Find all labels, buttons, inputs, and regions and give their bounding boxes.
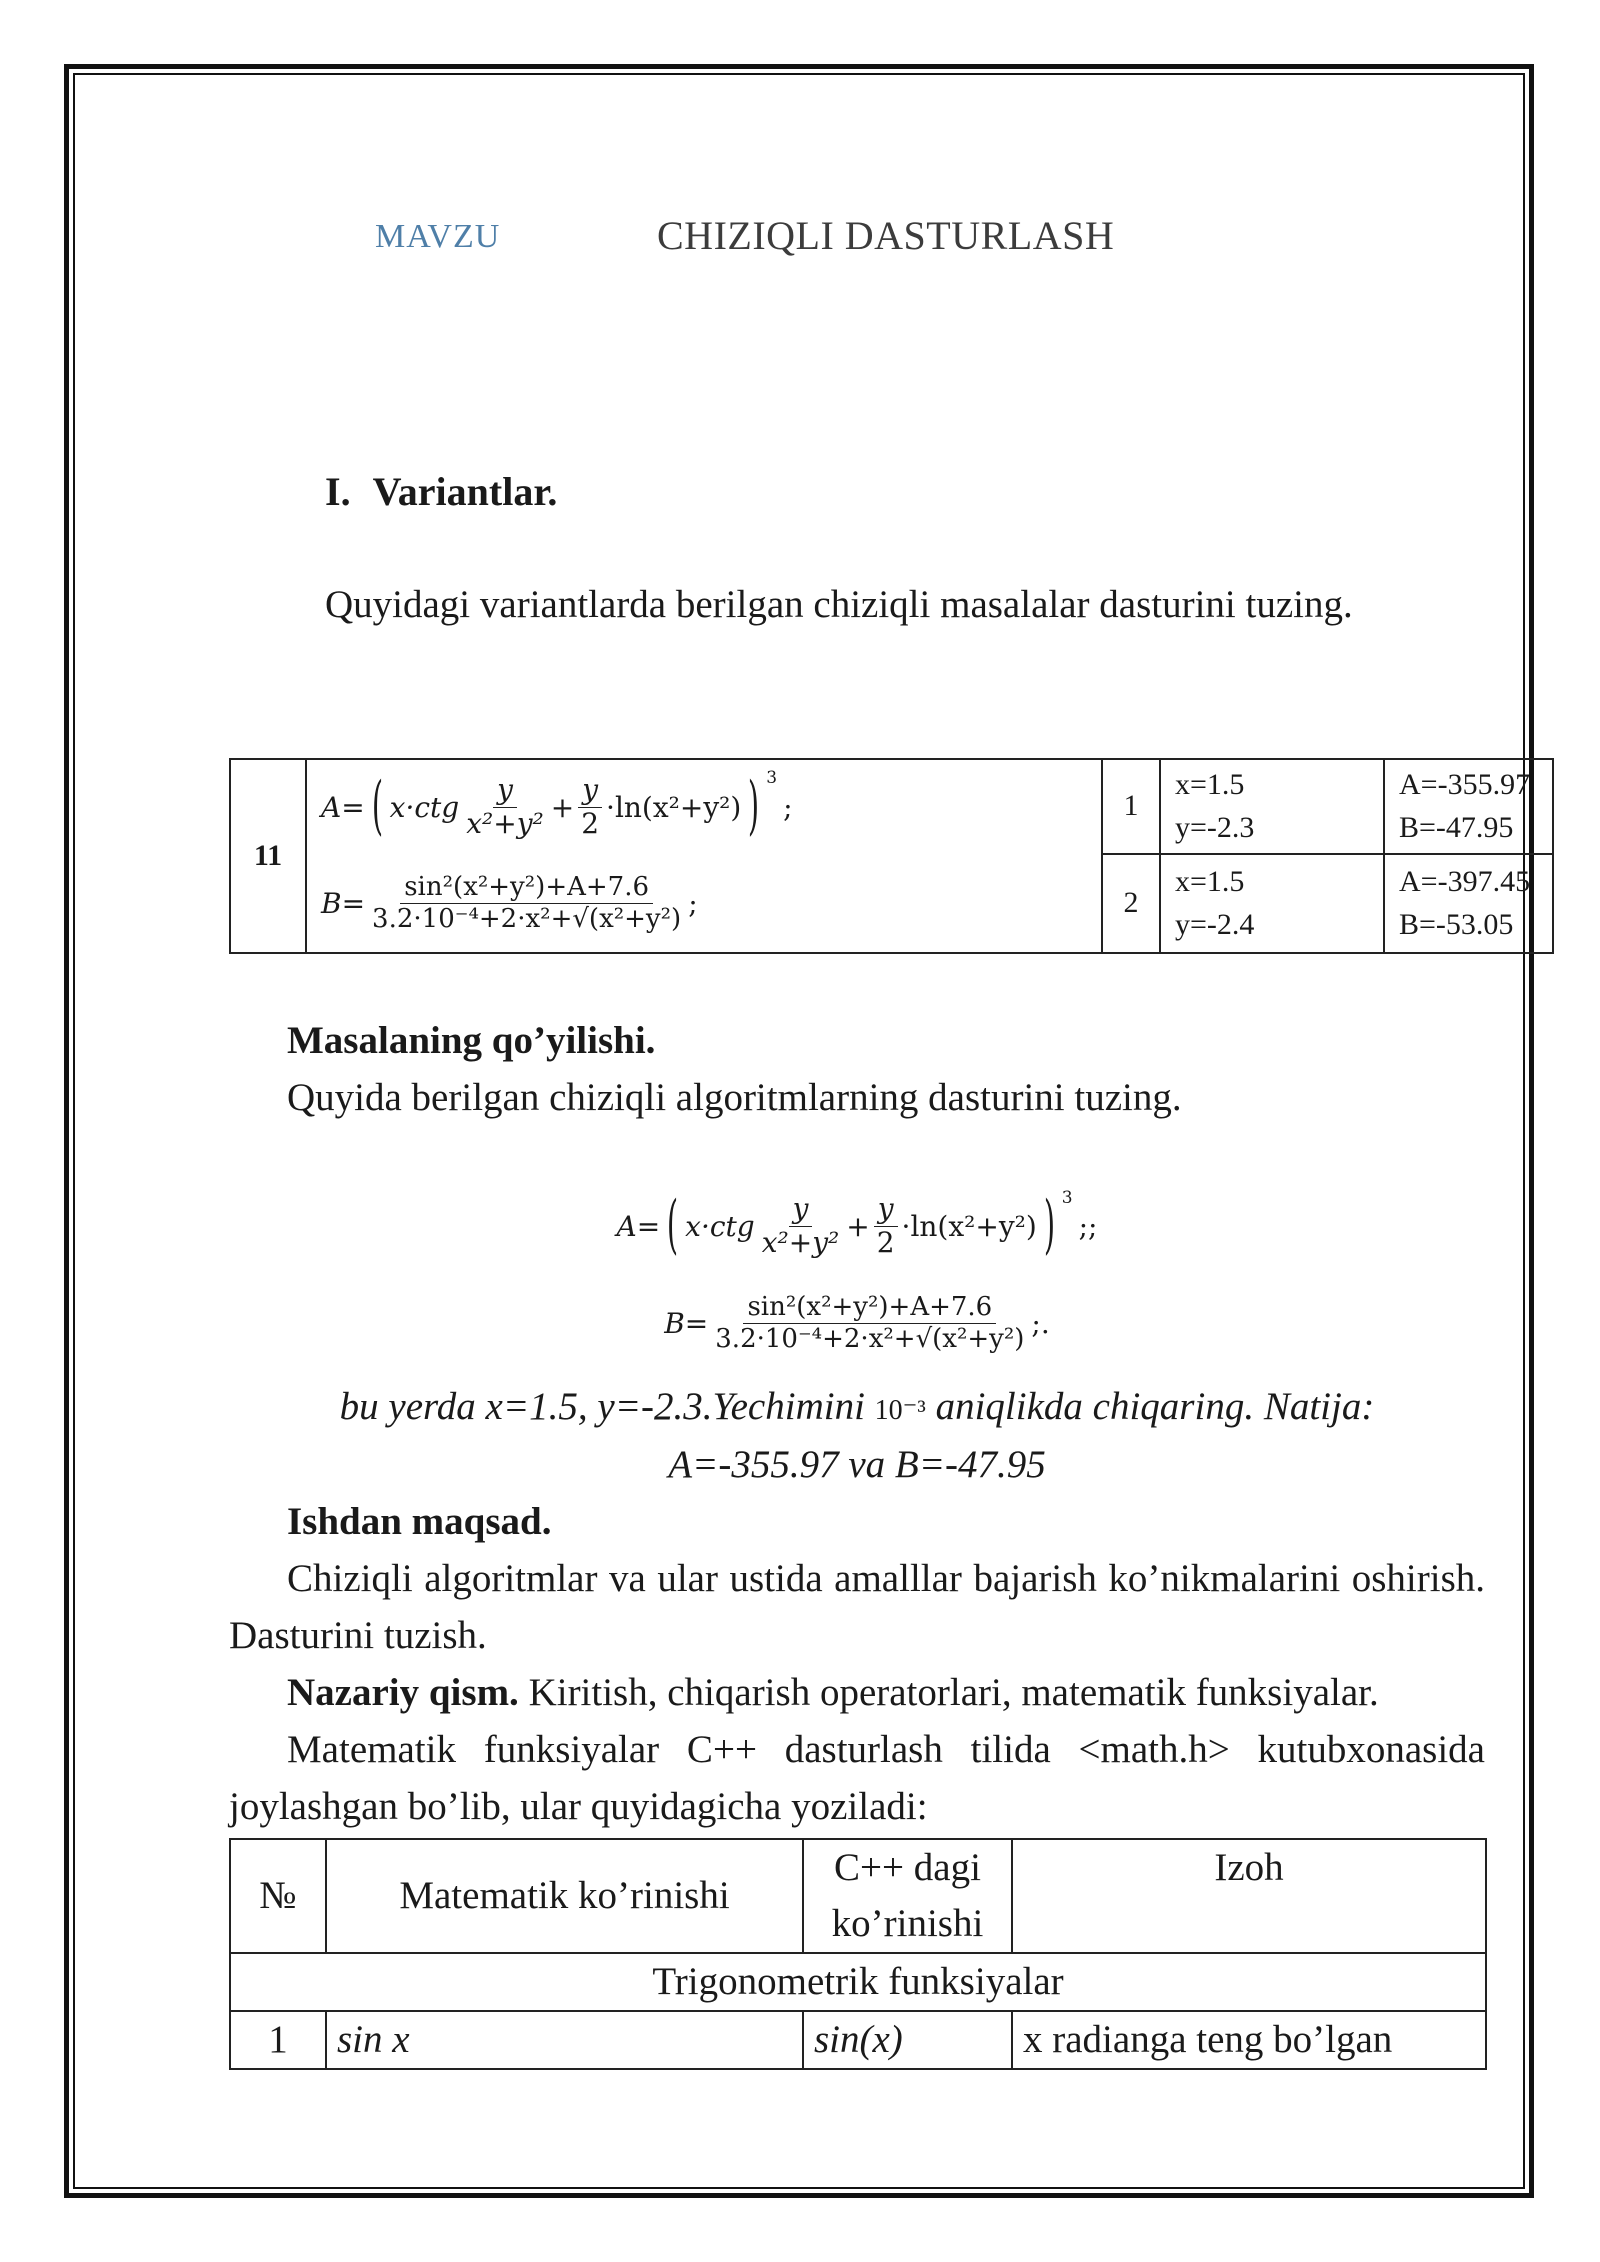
variant-row-index: 1 bbox=[1102, 759, 1160, 854]
masala-result: A=-355.97 va B=-47.95 bbox=[668, 1443, 1046, 1486]
table-header: Matematik ko’rinishi bbox=[326, 1839, 803, 1953]
formula-b: B= $\frac{\text{sin²(x²+y²)+A+7.6}}{\text{3.2·10⁻⁴+2·x²+√(x²+y²)}}$ ; bbox=[321, 871, 698, 934]
nazariy-paragraph: Nazariy qism. Kiritish, chiqarish operatorlari, matematik funksiyalar. bbox=[287, 1671, 1379, 1714]
section-title: Variantlar. bbox=[372, 469, 558, 514]
variant-table bbox=[229, 758, 1554, 954]
maqsad-heading: Ishdan maqsad. bbox=[287, 1500, 552, 1543]
formula-a: A= ( x·ctg $\frac{y}{\text{x²+y²}}$ + $\frac{y}{2}$ ·ln(x²+y²) ) 3 ; bbox=[321, 768, 793, 844]
variant-row-index: 2 bbox=[1102, 854, 1160, 953]
table-row: 1 sin x sin(x) x radianga teng bo’lgan bbox=[230, 2011, 1486, 2069]
table-header: № bbox=[230, 1839, 326, 1953]
masala-heading: Masalaning qo’yilishi. bbox=[287, 1019, 656, 1062]
table-group-row: Trigonometrik funksiyalar bbox=[230, 1953, 1486, 2011]
section-number: I. bbox=[325, 469, 351, 514]
variant-row-inputs: x=1.5 y=-2.4 bbox=[1160, 854, 1384, 953]
section-intro: Quyidagi variantlarda berilgan chiziqli masalalar dasturini tuzing. bbox=[325, 583, 1353, 626]
variant-row-inputs: x=1.5 y=-2.3 bbox=[1160, 759, 1384, 854]
variant-formulas bbox=[306, 759, 1102, 953]
maqsad-text: Chiziqli algoritmlar va ular ustida amalllar bajarish ko’nikmalarini oshirish. Dasturini tuzish. bbox=[229, 1557, 1485, 1657]
masala-formula-b: B= $\frac{\text{sin²(x²+y²)+A+7.6}}{\text{3.2·10⁻⁴+2·x²+√(x²+y²)}}$ ;. bbox=[664, 1291, 1050, 1354]
nazariy-heading: Nazariy qism. bbox=[287, 1671, 519, 1714]
functions-table bbox=[229, 1838, 1487, 2070]
table-header: C++ dagi ko’rinishi bbox=[803, 1839, 1012, 1953]
mavzu-label: MAVZU bbox=[375, 218, 501, 255]
masala-text: Quyida berilgan chiziqli algoritmlarning dasturini tuzing. bbox=[287, 1076, 1182, 1119]
nazariy-text: Matematik funksiyalar C++ dasturlash tilida <math.h> kutubxonasida joylashgan bo’lib, ular quyidagicha yoziladi: bbox=[229, 1728, 1485, 1828]
masala-formula-a: A= ( x·ctg $\frac{y}{\text{x²+y²}}$ + $\frac{y}{2}$ ·ln(x²+y²) ) 3 ;; bbox=[616, 1188, 1098, 1263]
masala-condition: bu yerda x=1.5, y=-2.3.Yechimini 10⁻³ aniqlikda chiqaring. Natija: bbox=[339, 1385, 1375, 1428]
variant-row-results: A=-397.45 B=-53.05 bbox=[1384, 854, 1553, 953]
page-title: CHIZIQLI DASTURLASH bbox=[657, 213, 1115, 258]
section-heading bbox=[325, 468, 557, 515]
variant-row-results: A=-355.97 B=-47.95 bbox=[1384, 759, 1553, 854]
table-header: Izoh bbox=[1012, 1839, 1486, 1953]
variant-number: 11 bbox=[230, 759, 306, 953]
